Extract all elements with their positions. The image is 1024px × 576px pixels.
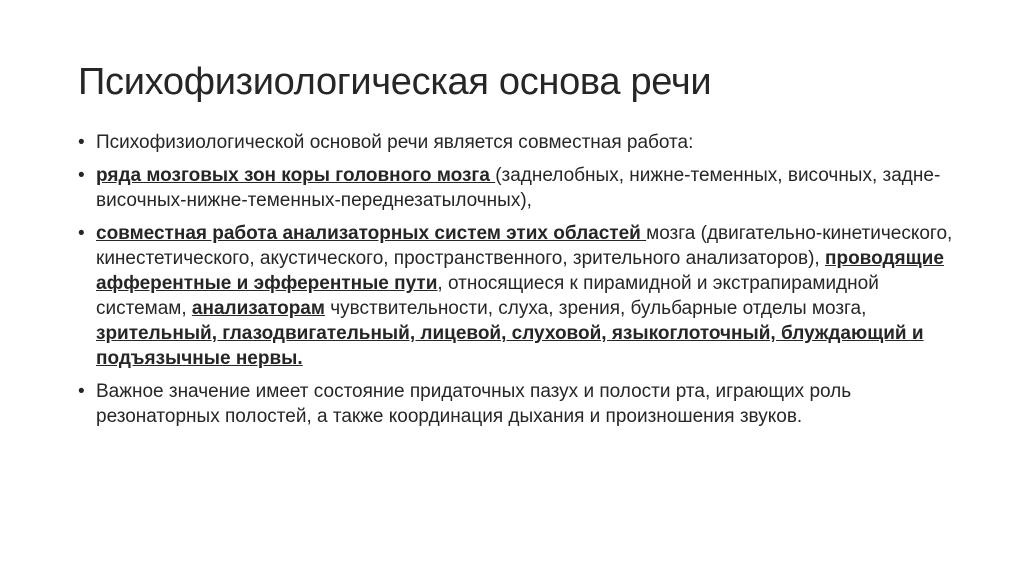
bullet-item [74,379,954,429]
bold-underlined-segment: совместная работа анализаторных систем этих областей [96,223,647,244]
bullet-dot-icon: • [78,381,85,402]
bullet-dot-icon: • [78,132,85,153]
text-segment: Важное значение имеет состояние придаточных пазух и полости рта, играющих роль резонаторных полостей, а также координация дыхания и произношения звуков. [96,381,852,427]
bold-underlined-segment: ряда мозговых зон коры головного мозга [96,165,496,186]
bold-underlined-segment: проводящие афферентные и эфферентные пути [96,248,944,294]
text-segment: мозга (двигательно-кинетического, кинестетического, акустического, пространственного, зрительного анализаторов), [96,223,953,269]
bullet-text [96,223,952,369]
bullet-text [96,165,940,211]
text-segment: Психофизиологической основой речи является совместная работа: [96,132,694,153]
bullet-text [96,132,693,153]
text-segment: , относящиеся к пирамидной и экстрапирамидной системам, [96,273,879,319]
slide-title: Психофизиологическая основа речи [78,61,712,103]
text-segment: (заднелобных, нижне-теменных, височных, задне-височных-нижне-теменных-переднезатылочных), [96,165,941,211]
slide-body [74,130,954,437]
bullet-item [74,130,954,155]
bullet-item [74,163,954,213]
bullet-dot-icon: • [78,223,85,244]
text-segment: чувствительности, слуха, зрения, бульбарные отделы мозга, [324,298,867,319]
bold-underlined-segment: анализаторам [191,298,325,319]
bullet-text [96,381,851,427]
bullet-dot-icon: • [78,165,85,186]
bold-underlined-segment: зрительный, глазодвигательный, лицевой, слуховой, языкоглоточный, блуждающий и подъязычные нервы. [96,323,924,369]
bullet-item [74,221,954,371]
